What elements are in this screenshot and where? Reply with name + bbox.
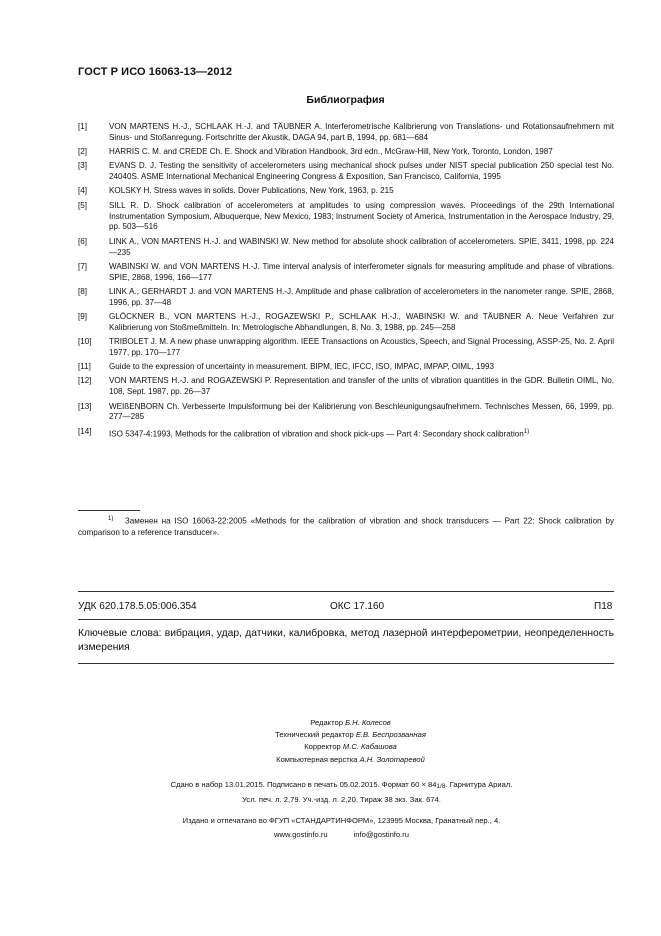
reference-number: [3]: [78, 161, 87, 171]
reference-number: [4]: [78, 186, 87, 196]
reference-number: [8]: [78, 286, 87, 296]
reference-text: [109, 362, 614, 373]
reference-item: [78, 122, 614, 144]
reference-number: [10]: [78, 337, 92, 347]
reference-item: [78, 312, 614, 334]
credit-line: [0, 729, 661, 741]
reference-text-body: LINK A., VON MARTENS H.-J. and WABINSKI W. New method for absolute shock calibration of accelerometers. SPIE, 3411, 1998, pp. 224—235: [109, 236, 614, 257]
reference-number: [12]: [78, 376, 92, 386]
reference-item: [78, 161, 614, 183]
reference-number: [9]: [78, 311, 87, 321]
credit-name: Б.Н. Колесов: [345, 718, 391, 727]
footnote-divider: [78, 510, 140, 511]
reference-text-body: GLÖCKNER B., VON MARTENS H.-J., ROGAZEWSKI P., SCHLAAK H.-J., WABINSKI W. and TÄUBNER A. Neue Verfahren zur Kalibrierung von Stoßmeßmitteln. In: Metrologische Abhandlungen, 8, No. 3, 1988, pp. 245—258: [109, 311, 614, 332]
credit-name: М.С. Кабашова: [342, 742, 397, 752]
credit-role: Технический редактор: [275, 730, 354, 740]
footnote-text: Заменен на ISO 16063-22:2005 «Methods for the calibration of vibration and shock transducers — Part 22: Shock calibration by comparison to a reference transducer».: [78, 516, 615, 538]
reference-text: [109, 122, 614, 144]
reference-text-body: EVANS D. J. Testing the sensitivity of accelerometers using mechanical shock pulses under NIST special publication 250 special test No. 24040S. ASME International Mechanical Engineering Congress & Exposition, San Francisco, California, 1995: [109, 161, 614, 182]
reference-number: [11]: [78, 362, 91, 372]
reference-item: [78, 337, 614, 359]
reference-text-body: KOLSKY H. Stress waves in solids. Dover Publications, New York, 1963, p. 215: [109, 186, 394, 196]
reference-text: [109, 287, 614, 309]
reference-text-body: SILL R. D. Shock calibration of accelerometers at amplitudes to using compression waves. Proceedings of the 29th International Instrumentation Symposium, Albuquerque, New Mexico, 1983; Instrument Society of America, Instrumentation in the Aerospace Industry, 29, pp. 503—516: [109, 200, 614, 232]
document-header: ГОСТ Р ИСО 16063-13—2012: [78, 66, 233, 78]
print-info-part-b: . Гарнитура Ариал.: [445, 780, 513, 789]
reference-text: [109, 237, 614, 259]
reference-text: [109, 201, 614, 234]
reference-number: [5]: [78, 200, 87, 210]
reference-list: [78, 122, 614, 444]
publisher-email[interactable]: info@gostinfo.ru: [353, 830, 410, 839]
print-info-line-1: [0, 780, 661, 789]
classification-code: П18: [594, 601, 613, 612]
reference-text: [109, 147, 614, 158]
reference-item: [78, 147, 614, 158]
format-fraction: 1/8: [436, 783, 446, 790]
reference-text: [109, 312, 614, 334]
reference-text: [109, 376, 614, 398]
reference-text: [109, 262, 614, 284]
reference-item: [78, 402, 614, 424]
reference-footnote-marker: 1): [523, 428, 530, 435]
credit-name: Е.В. Беспрозванная: [355, 730, 426, 740]
reference-item: [78, 427, 614, 441]
reference-text-body: VON MARTENS H.-J. and ROGAZEWSKI P. Representation and transfer of the units of vibration quantities in the GDR. Bulletin OIML, No. 108, Sept. 1987, pp. 26—37: [109, 376, 614, 397]
publisher-contacts: [0, 829, 661, 842]
reference-number: [7]: [78, 261, 87, 271]
reference-text-body: Guide to the expression of uncertainty in measurement. BIPM, IEC, IFCC, ISO, IMPAC, IMPAP, OIML, 1993: [109, 362, 495, 372]
reference-text-body: TRIBOLET J. M. A new phase unwrapping algorithm. IEEE Transactions on Acoustics, Speech, and Signal Processing, ASSP-25, No. 2. April 1977, pp. 170—177: [109, 337, 614, 357]
reference-text: [109, 427, 614, 441]
publisher-website[interactable]: www.gostinfo.ru: [273, 830, 328, 839]
reference-number: [2]: [78, 147, 87, 157]
credits-block: [0, 717, 661, 766]
reference-item: [78, 287, 614, 309]
reference-text-body: WABINSKI W. and VON MARTENS H.-J. Time interval analysis of interferometer signals for measuring amplitude and phase of vibrations. SPIE, 2868, 1996, 166—177: [109, 261, 614, 282]
keywords: Ключевые слова: вибрация, удар, датчики, калибровка, метод лазерной интерферометрии, неопределенность измерения: [78, 628, 614, 653]
classification-mid-rule: [78, 619, 614, 620]
reference-text-body: VON MARTENS H.-J., SCHLAAK H.-J. and TÄUBNER A. Interferometrische Kalibrierung von Translations- und Rotationsaufnehmern mit Sinus- und Stoßanregung. Fortschritte der Akustik, DAGA 94, part B, 1994, pp. 681—684: [109, 122, 614, 142]
credit-role: Корректор: [304, 742, 341, 752]
reference-number: [14]: [78, 426, 92, 436]
reference-number: [6]: [78, 236, 87, 246]
udc-code: УДК 620.178.5.05:006.354: [78, 601, 197, 612]
oks-code: ОКС 17.160: [330, 601, 385, 612]
reference-text-body: HARRIS C. M. and CREDE Ch. E. Shock and Vibration Handbook, 3rd edn., McGraw-Hill, New York, Toronto, London, 1987: [109, 147, 553, 157]
classification-top-rule: [78, 591, 614, 592]
reference-item: [78, 376, 614, 398]
reference-item: [78, 201, 614, 234]
reference-text-body: WEIßENBORN Ch. Verbesserte Impulsformung bei der Kalibrierung von Beschleunigungsaufnehmern. Technisches Messen, 66, 1999, pp. 277—285: [109, 401, 614, 422]
publisher-line: Издано и отпечатано во ФГУП «СТАНДАРТИНФОРМ», 123995 Москва, Гранатный пер., 4.: [182, 816, 501, 825]
bibliography-title: Библиография: [306, 94, 385, 106]
credit-name: А.Н. Золотаревой: [359, 754, 425, 764]
reference-number: [13]: [78, 401, 92, 411]
credit-line: [0, 741, 661, 753]
footnote: [78, 514, 614, 539]
credit-role: Редактор: [310, 718, 343, 727]
keywords-bottom-rule: [78, 663, 614, 664]
reference-text: [109, 402, 614, 424]
reference-text-body: ISO 5347-4:1993, Methods for the calibration of vibration and shock pick-ups — Part 4: Secondary shock calibration: [109, 429, 524, 439]
reference-item: [78, 362, 614, 373]
reference-text: [109, 337, 614, 359]
print-info-part-a: Сдано в набор 13.01.2015. Подписано в печать 05.02.2015. Формат 60 × 84: [170, 780, 437, 789]
credit-line: [0, 754, 661, 766]
print-info-line-2: Усл. печ. л. 2,79. Уч.-изд. л. 2,20. Тираж 38 экз. Зак. 674.: [242, 795, 441, 804]
reference-number: [1]: [78, 122, 87, 131]
reference-text-body: LINK A., GERHARDT J. and VON MARTENS H.-J. Amplitude and phase calibration of accelerometers in the nanometer range. SPIE, 2868, 1996, pp. 37—48: [109, 286, 614, 307]
reference-text: [109, 161, 614, 183]
reference-item: [78, 186, 614, 197]
footnote-marker: 1): [108, 516, 114, 522]
reference-item: [78, 262, 614, 284]
credit-line: [0, 717, 661, 729]
reference-text: [109, 186, 614, 197]
reference-item: [78, 237, 614, 259]
credit-role: Компьютерная верстка: [276, 754, 358, 764]
